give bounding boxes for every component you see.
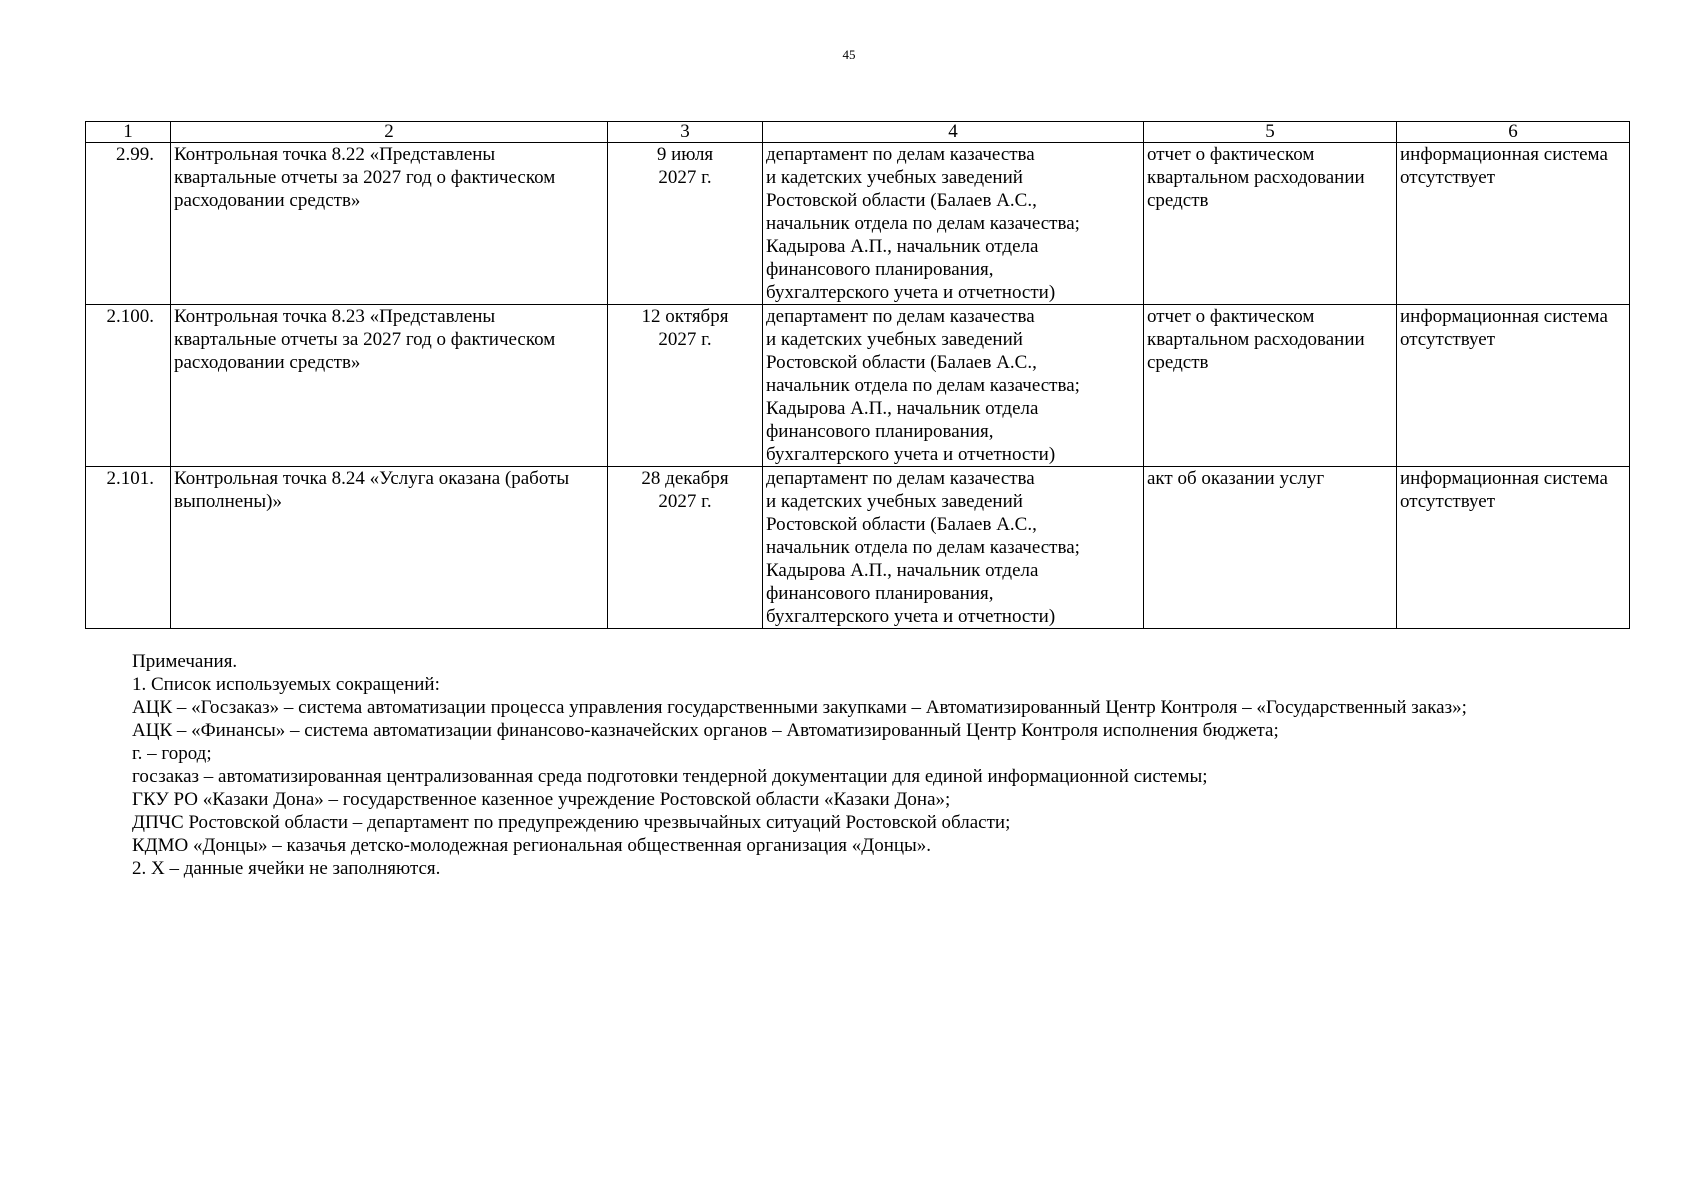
note-line: АЦК – «Госзаказ» – система автоматизации процесса управления государственными закупками – Автоматизированный Центр Контроля – «Государственный заказ»; (132, 697, 1467, 718)
confirming-document (1144, 305, 1397, 467)
cell-line: акт об оказании услуг (1147, 468, 1325, 489)
cell-line: финансового планирования, (766, 421, 994, 442)
note-line: госзаказ – автоматизированная централизованная среда подготовки тендерной документации для единой информационной системы; (132, 766, 1208, 787)
cell-line: выполнены)» (174, 491, 282, 512)
cell-line: отчет о фактическом (1147, 144, 1315, 165)
cell-line: департамент по делам казачества (766, 468, 1035, 489)
cell-line: Кадырова А.П., начальник отдела (766, 398, 1039, 419)
column-header: 1 (86, 122, 171, 143)
cell-line: Кадырова А.П., начальник отдела (766, 236, 1039, 257)
cell-line: отсутствует (1400, 167, 1496, 188)
table-row (86, 305, 1630, 467)
information-system (1397, 467, 1630, 629)
cell-line: отчет о фактическом (1147, 306, 1315, 327)
cell-line: департамент по делам казачества (766, 144, 1035, 165)
due-date (608, 143, 763, 305)
note-line: г. – город; (132, 743, 212, 764)
cell-line: начальник отдела по делам казачества; (766, 537, 1080, 558)
cell-line: бухгалтерского учета и отчетности) (766, 282, 1056, 303)
cell-line: Ростовской области (Балаев А.С., (766, 352, 1037, 373)
cell-line: и кадетских учебных заведений (766, 491, 1023, 512)
cell-line: средств (1147, 352, 1209, 373)
row-number: 2.101. (86, 467, 171, 629)
table-header-row (86, 122, 1630, 143)
cell-line: и кадетских учебных заведений (766, 329, 1023, 350)
cell-line: средств (1147, 190, 1209, 211)
note-line: 2. Х – данные ячейки не заполняются. (132, 858, 441, 879)
note-line: АЦК – «Финансы» – система автоматизации финансово-казначейских органов – Автоматизированный Центр Контроля исполнения бюджета; (132, 720, 1279, 741)
control-point-title (171, 305, 608, 467)
table-row (86, 143, 1630, 305)
note-line: ДПЧС Ростовской области – департамент по предупреждению чрезвычайных ситуаций Ростовской области; (132, 812, 1011, 833)
responsible-executor (763, 467, 1144, 629)
cell-line: финансового планирования, (766, 259, 994, 280)
cell-line: информационная система (1400, 306, 1608, 327)
page-number: 45 (842, 47, 856, 62)
cell-line: расходовании средств» (174, 190, 361, 211)
cell-line: Ростовской области (Балаев А.С., (766, 190, 1037, 211)
cell-line: департамент по делам казачества (766, 306, 1035, 327)
table-row (86, 467, 1630, 629)
cell-line: отсутствует (1400, 329, 1496, 350)
cell-line: начальник отдела по делам казачества; (766, 213, 1080, 234)
cell-line: Контрольная точка 8.22 «Представлены (174, 144, 496, 165)
cell-line: 2027 г. (658, 491, 712, 512)
control-point-title (171, 467, 608, 629)
row-number: 2.100. (86, 305, 171, 467)
cell-line: Контрольная точка 8.24 «Услуга оказана (работы (174, 468, 570, 489)
cell-line: 9 июля (656, 144, 714, 165)
cell-line: финансового планирования, (766, 583, 994, 604)
row-number: 2.99. (86, 143, 171, 305)
cell-line: 2027 г. (658, 167, 712, 188)
cell-line: 12 октября (641, 306, 729, 327)
confirming-document (1144, 143, 1397, 305)
column-header: 4 (763, 122, 1144, 143)
responsible-executor (763, 143, 1144, 305)
cell-line: 2027 г. (658, 329, 712, 350)
cell-line: квартальные отчеты за 2027 год о фактическом (174, 167, 556, 188)
responsible-executor (763, 305, 1144, 467)
cell-line: и кадетских учебных заведений (766, 167, 1023, 188)
note-line: КДМО «Донцы» – казачья детско-молодежная региональная общественная организация «Донцы». (132, 835, 932, 856)
notes-section (132, 650, 1612, 880)
cell-line: отсутствует (1400, 491, 1496, 512)
note-line: 1. Список используемых сокращений: (132, 674, 440, 695)
cell-line: Ростовской области (Балаев А.С., (766, 514, 1037, 535)
control-point-title (171, 143, 608, 305)
cell-line: Контрольная точка 8.23 «Представлены (174, 306, 496, 327)
column-header: 2 (171, 122, 608, 143)
cell-line: квартальном расходовании (1147, 167, 1365, 188)
information-system (1397, 305, 1630, 467)
note-line: ГКУ РО «Казаки Дона» – государственное казенное учреждение Ростовской области «Казаки Дона»; (132, 789, 951, 810)
column-header: 6 (1397, 122, 1630, 143)
information-system (1397, 143, 1630, 305)
cell-line: квартальные отчеты за 2027 год о фактическом (174, 329, 556, 350)
cell-line: бухгалтерского учета и отчетности) (766, 606, 1056, 627)
cell-line: расходовании средств» (174, 352, 361, 373)
due-date (608, 467, 763, 629)
cell-line: квартальном расходовании (1147, 329, 1365, 350)
confirming-document (1144, 467, 1397, 629)
column-header: 3 (608, 122, 763, 143)
notes-heading: Примечания. (132, 651, 238, 672)
cell-line: 28 декабря (641, 468, 729, 489)
cell-line: бухгалтерского учета и отчетности) (766, 444, 1056, 465)
column-header: 5 (1144, 122, 1397, 143)
due-date (608, 305, 763, 467)
cell-line: информационная система (1400, 468, 1608, 489)
control-points-table (85, 121, 1630, 629)
cell-line: начальник отдела по делам казачества; (766, 375, 1080, 396)
cell-line: Кадырова А.П., начальник отдела (766, 560, 1039, 581)
cell-line: информационная система (1400, 144, 1608, 165)
